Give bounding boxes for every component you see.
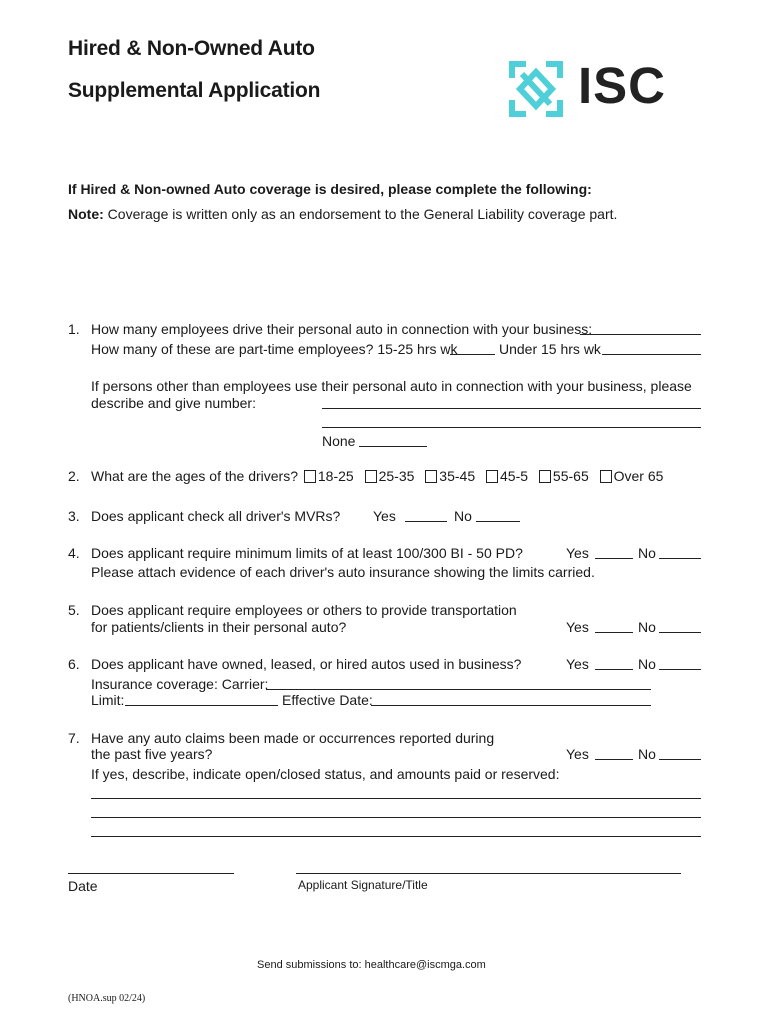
q1-none-field[interactable] — [359, 446, 427, 447]
q1-text-line2b: Under 15 hrs wk — [499, 341, 601, 357]
q5-text-line1: Does applicant require employees or others to provide transportation — [91, 602, 517, 618]
q1-employees-field[interactable] — [580, 334, 701, 335]
q6-limit-label: Limit: — [91, 692, 125, 708]
q2-row — [91, 468, 670, 484]
note-label: Note: — [68, 206, 104, 222]
q6-carrier-field[interactable] — [266, 689, 651, 690]
q2-number: 2. — [68, 468, 80, 484]
q3-yes-label: Yes — [373, 508, 396, 524]
age-18-25-checkbox[interactable] — [304, 470, 316, 483]
q1-describe-field-1[interactable] — [322, 408, 701, 409]
page-title-line2: Supplemental Application — [68, 79, 321, 102]
q5-yes-field[interactable] — [595, 632, 633, 633]
q4-text: Does applicant require minimum limits of at least 100/300 BI - 50 PD? — [91, 545, 523, 561]
age-option-label: 18-25 — [317, 468, 354, 484]
age-35-45-checkbox[interactable] — [425, 470, 437, 483]
q6-no-field[interactable] — [659, 669, 701, 670]
form-code: (HNOA.sup 02/24) — [68, 993, 146, 1004]
intro-note — [68, 206, 617, 222]
q1-text-line2a: How many of these are part-time employees? 15-25 hrs wk — [91, 341, 458, 357]
q1-text-line1: How many employees drive their personal auto in connection with your business: — [91, 321, 593, 337]
age-25-35-checkbox[interactable] — [365, 470, 377, 483]
note-text: Coverage is written only as an endorsement to the General Liability coverage part. — [107, 206, 618, 222]
q7-yes-field[interactable] — [595, 759, 633, 760]
q7-text-line1: Have any auto claims been made or occurrences reported during — [91, 730, 495, 746]
q1-none-label: None — [322, 433, 356, 449]
q6-no-label: No — [638, 656, 656, 672]
q5-yes-label: Yes — [566, 619, 589, 635]
q6-text: Does applicant have owned, leased, or hired autos used in business? — [91, 656, 522, 672]
q7-text-line2: the past five years? — [91, 746, 213, 762]
q1-describe-field-2[interactable] — [322, 427, 701, 428]
q5-no-label: No — [638, 619, 656, 635]
page-title-line1: Hired & Non-Owned Auto — [68, 37, 315, 60]
q2-text: What are the ages of the drivers? — [91, 468, 298, 484]
q6-yes-label: Yes — [566, 656, 589, 672]
date-label: Date — [68, 878, 98, 894]
q3-yes-field[interactable] — [405, 521, 447, 522]
q6-effective-date-field[interactable] — [371, 705, 651, 706]
age-45-5-checkbox[interactable] — [486, 470, 498, 483]
q1-parttime-15-25-field[interactable] — [450, 354, 495, 355]
q1-text-line4: describe and give number: — [91, 395, 256, 411]
age-over-65-checkbox[interactable] — [600, 470, 612, 483]
isc-logo-text: ISC — [578, 57, 667, 114]
submission-note: Send submissions to: healthcare@iscmga.com — [257, 959, 486, 971]
date-field[interactable] — [68, 873, 234, 874]
age-option-label: 45-5 — [500, 468, 529, 484]
age-55-65-checkbox[interactable] — [539, 470, 551, 483]
q6-limit-field[interactable] — [125, 705, 278, 706]
q6-number: 6. — [68, 656, 80, 672]
age-option-label: 35-45 — [439, 468, 476, 484]
q7-number: 7. — [68, 730, 80, 746]
q7-no-label: No — [638, 746, 656, 762]
q7-yes-label: Yes — [566, 746, 589, 762]
signature-field[interactable] — [296, 873, 681, 874]
q4-text-line2: Please attach evidence of each driver's auto insurance showing the limits carried. — [91, 564, 595, 580]
q3-no-label: No — [454, 508, 472, 524]
q7-text-line3: If yes, describe, indicate open/closed status, and amounts paid or reserved: — [91, 766, 560, 782]
q5-number: 5. — [68, 602, 80, 618]
intro-heading: If Hired & Non-owned Auto coverage is desired, please complete the following: — [68, 181, 592, 197]
q6-yes-field[interactable] — [595, 669, 633, 670]
q1-parttime-under15-field[interactable] — [602, 354, 701, 355]
q3-text: Does applicant check all driver's MVRs? — [91, 508, 341, 524]
age-option-label: Over 65 — [613, 468, 664, 484]
signature-label: Applicant Signature/Title — [298, 878, 428, 892]
q4-number: 4. — [68, 545, 80, 561]
age-option-label: 25-35 — [378, 468, 415, 484]
q5-text-line2: for patients/clients in their personal auto? — [91, 619, 347, 635]
q6-carrier-label: Insurance coverage: Carrier: — [91, 676, 269, 692]
q7-describe-field-1[interactable] — [91, 798, 701, 799]
q7-no-field[interactable] — [659, 759, 701, 760]
q5-no-field[interactable] — [659, 632, 701, 633]
q4-no-field[interactable] — [659, 558, 701, 559]
q6-effective-label: Effective Date: — [282, 692, 373, 708]
q1-text-line3: If persons other than employees use their personal auto in connection with your business, please — [91, 378, 692, 394]
q4-yes-field[interactable] — [595, 558, 633, 559]
q3-no-field[interactable] — [476, 521, 520, 522]
q4-yes-label: Yes — [566, 545, 589, 561]
age-option-label: 55-65 — [552, 468, 589, 484]
q7-describe-field-2[interactable] — [91, 817, 701, 818]
q7-describe-field-3[interactable] — [91, 836, 701, 837]
isc-logo-mark-icon — [508, 60, 564, 118]
q3-number: 3. — [68, 508, 80, 524]
q4-no-label: No — [638, 545, 656, 561]
q1-number: 1. — [68, 321, 80, 337]
